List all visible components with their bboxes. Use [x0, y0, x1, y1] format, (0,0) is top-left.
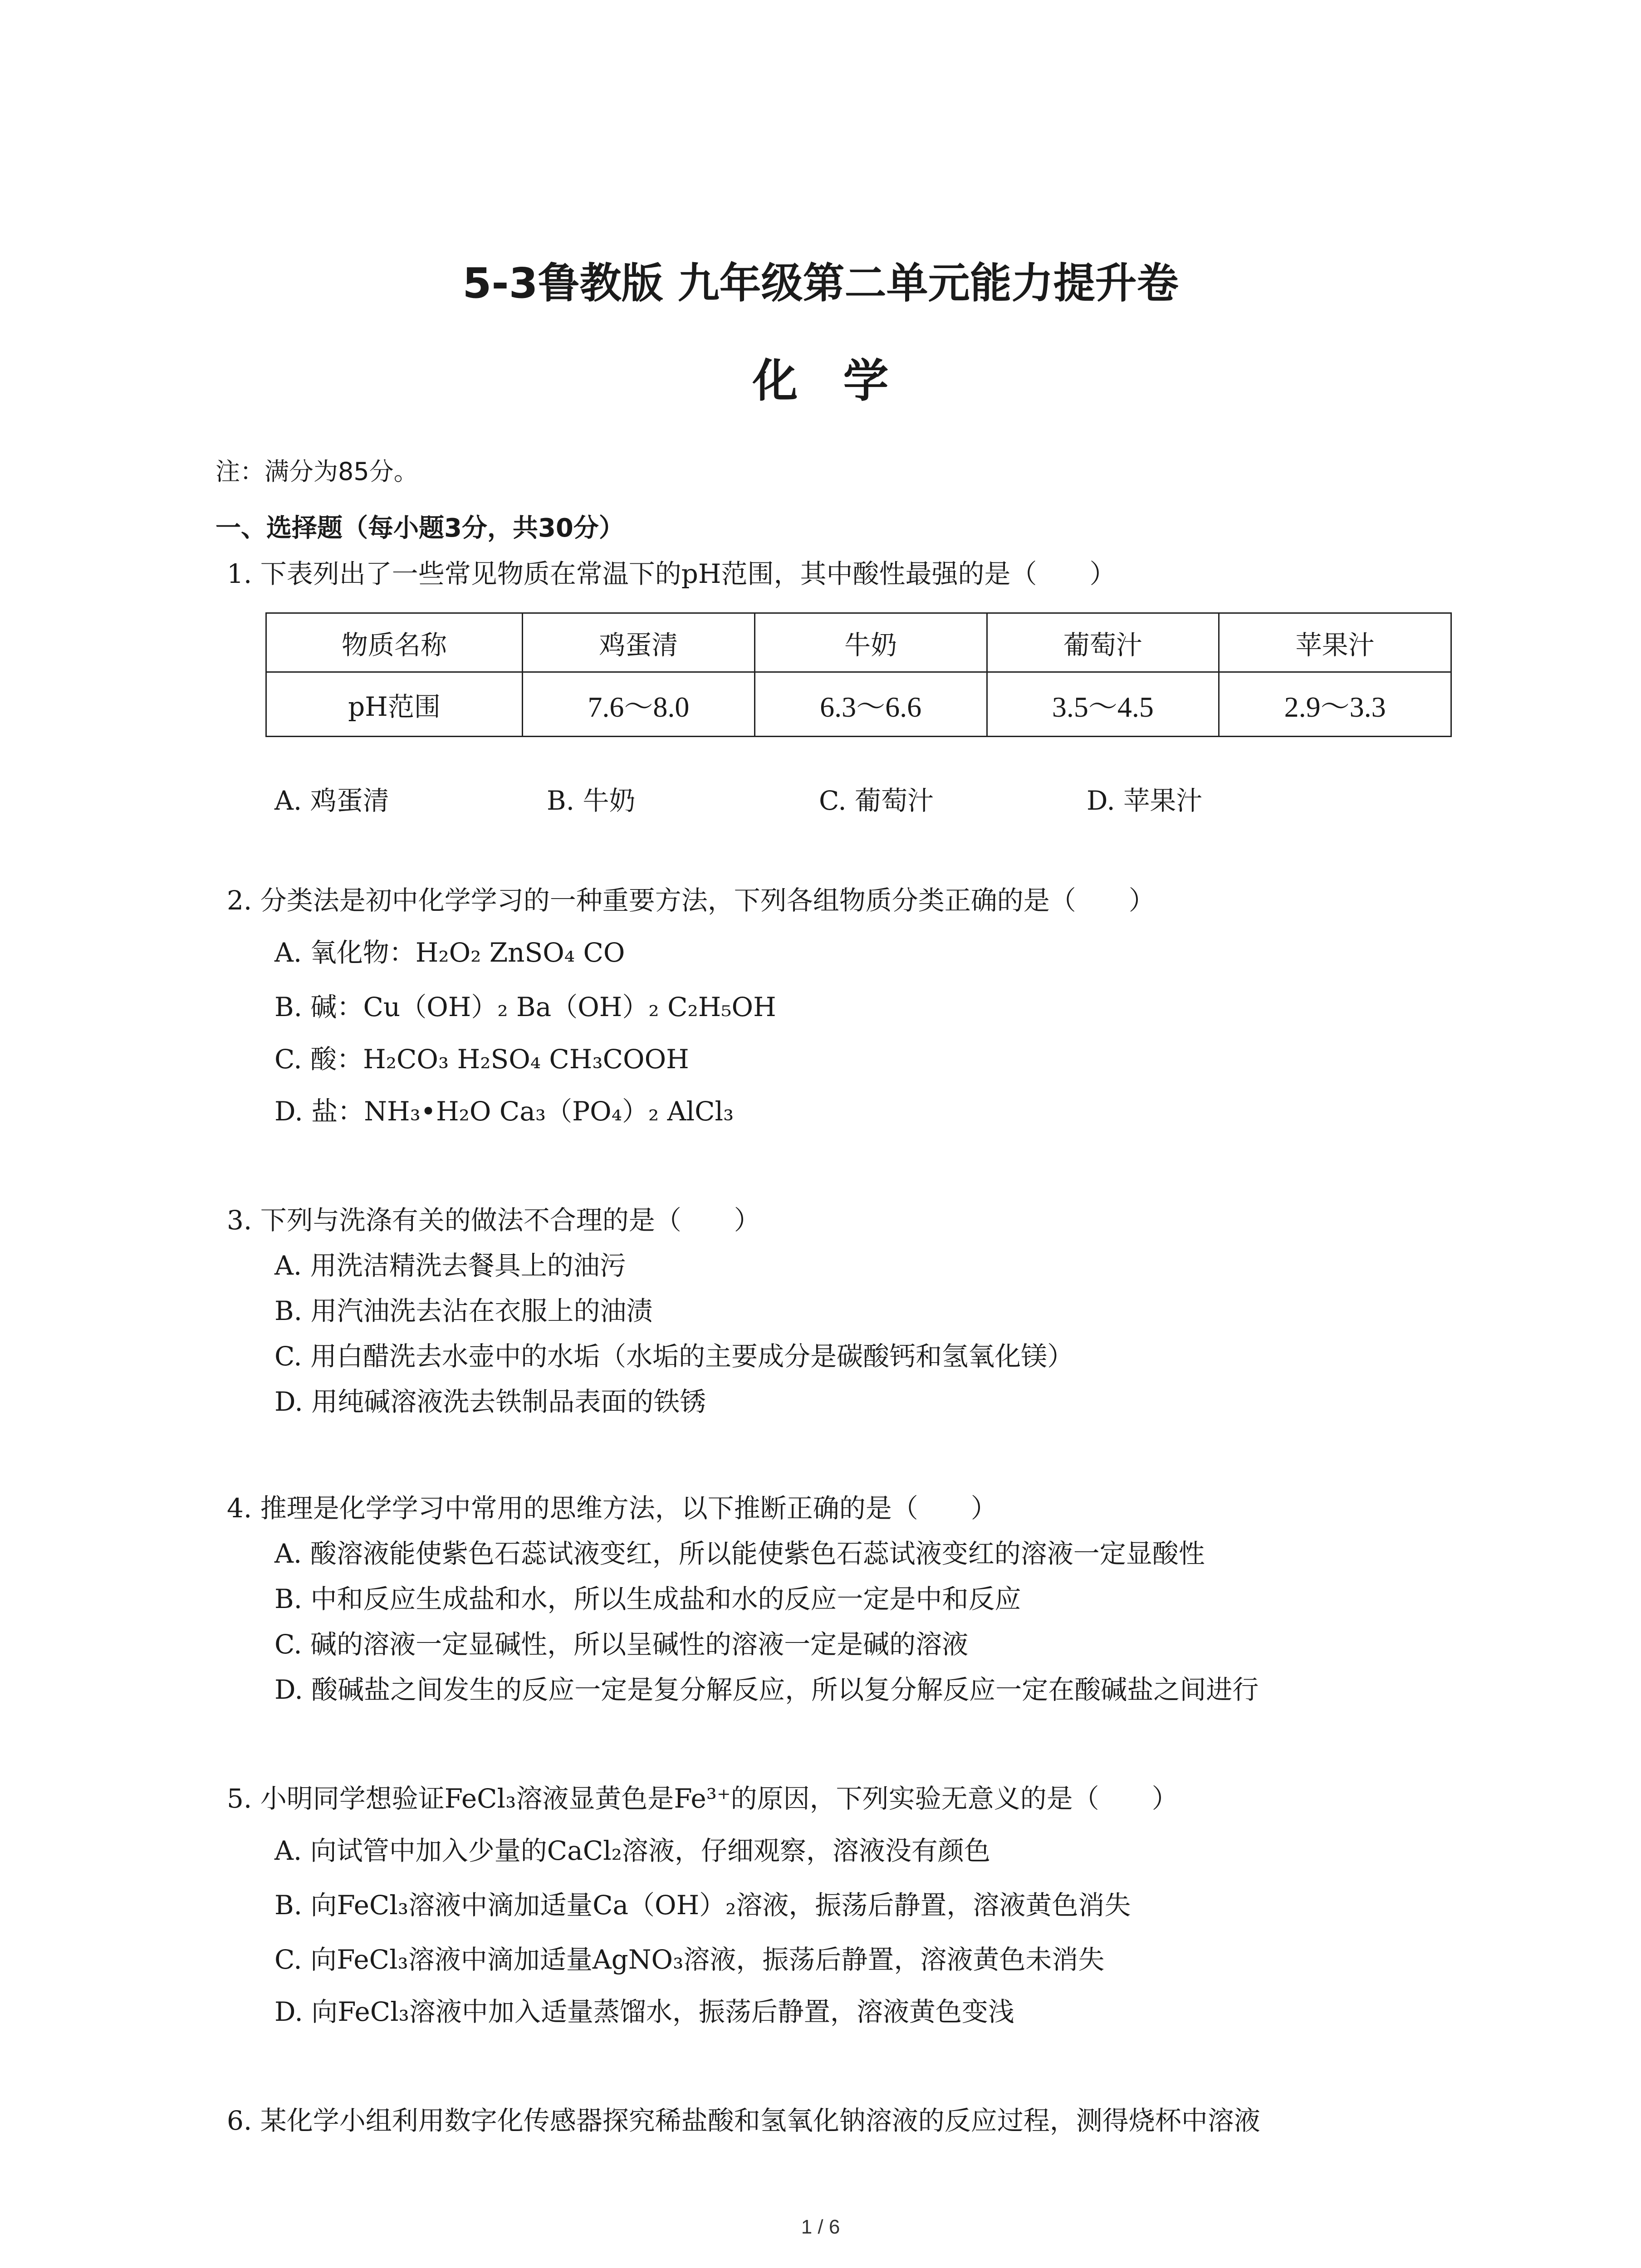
question-3-option-a[interactable]: A. 用洗洁精洗去餐具上的油污 [274, 1250, 626, 1281]
table-header-cell: 葡萄汁 [987, 613, 1219, 672]
question-3-stem: 3. 下列与洗涤有关的做法不合理的是（ ） [227, 1205, 760, 1236]
section-heading: 一、选择题（每小题3分，共30分） [216, 513, 624, 543]
question-1-options [274, 782, 1454, 819]
table-row [266, 672, 1451, 737]
question-5-option-b[interactable]: B. 向FeCl₃溶液中滴加适量Ca（OH）₂溶液，振荡后静置，溶液黄色消失 [274, 1890, 1131, 1921]
question-2-stem: 2. 分类法是初中化学学习的一种重要方法，下列各组物质分类正确的是（ ） [227, 885, 1155, 916]
option-d[interactable]: D. 苹果汁 [1087, 785, 1203, 816]
question-2-option-d[interactable]: D. 盐：NH₃•H₂O Ca₃（PO₄）₂ AlCl₃ [274, 1096, 734, 1127]
question-4-stem: 4. 推理是化学学习中常用的思维方法，以下推断正确的是（ ） [227, 1493, 997, 1524]
question-5-stem: 5. 小明同学想验证FeCl₃溶液显黄色是Fe³⁺的原因，下列实验无意义的是（ ） [227, 1783, 1178, 1814]
table-row [266, 613, 1451, 672]
table-header-cell: 苹果汁 [1219, 613, 1451, 672]
question-5-option-c[interactable]: C. 向FeCl₃溶液中滴加适量AgNO₃溶液，振荡后静置，溶液黄色未消失 [274, 1944, 1105, 1975]
question-3-option-c[interactable]: C. 用白醋洗去水壶中的水垢（水垢的主要成分是碳酸钙和氢氧化镁） [274, 1341, 1074, 1372]
option-a[interactable]: A. 鸡蛋清 [274, 785, 389, 816]
option-c[interactable]: C. 葡萄汁 [819, 785, 934, 816]
question-2-option-b[interactable]: B. 碱：Cu（OH）₂ Ba（OH）₂ C₂H₅OH [274, 992, 776, 1022]
score-note: 注：满分为85分。 [216, 457, 418, 486]
question-4-option-b[interactable]: B. 中和反应生成盐和水，所以生成盐和水的反应一定是中和反应 [274, 1584, 1021, 1614]
page-number: 1 / 6 [801, 2216, 840, 2238]
question-2-option-c[interactable]: C. 酸：H₂CO₃ H₂SO₄ CH₃COOH [274, 1044, 689, 1075]
table-cell: 6.3～6.6 [754, 672, 987, 737]
table-header-cell: 牛奶 [754, 613, 987, 672]
question-5-option-d[interactable]: D. 向FeCl₃溶液中加入适量蒸馏水，振荡后静置，溶液黄色变浅 [274, 1996, 1014, 2027]
table-cell: 3.5～4.5 [987, 672, 1219, 737]
question-3-option-b[interactable]: B. 用汽油洗去沾在衣服上的油渍 [274, 1295, 653, 1326]
question-2-option-a[interactable]: A. 氧化物：H₂O₂ ZnSO₄ CO [274, 937, 625, 968]
question-4-option-c[interactable]: C. 碱的溶液一定显碱性，所以呈碱性的溶液一定是碱的溶液 [274, 1629, 969, 1660]
table-cell: 7.6～8.0 [523, 672, 755, 737]
table-cell: pH范围 [266, 672, 523, 737]
question-4-option-d[interactable]: D. 酸碱盐之间发生的反应一定是复分解反应，所以复分解反应一定在酸碱盐之间进行 [274, 1674, 1259, 1705]
table-header-cell: 鸡蛋清 [523, 613, 755, 672]
document-title: 5-3鲁教版 九年级第二单元能力提升卷 [462, 259, 1179, 308]
question-4-option-a[interactable]: A. 酸溶液能使紫色石蕊试液变红，所以能使紫色石蕊试液变红的溶液一定显酸性 [274, 1538, 1205, 1569]
table-header-cell: 物质名称 [266, 613, 523, 672]
subject-title: 化学 [752, 354, 934, 407]
question-5-option-a[interactable]: A. 向试管中加入少量的CaCl₂溶液，仔细观察，溶液没有颜色 [274, 1835, 990, 1866]
question-3-option-d[interactable]: D. 用纯碱溶液洗去铁制品表面的铁锈 [274, 1386, 706, 1417]
question-1-stem: 1. 下表列出了一些常见物质在常温下的pH范围，其中酸性最强的是（ ） [227, 558, 1116, 589]
question-6-stem: 6. 某化学小组利用数字化传感器探究稀盐酸和氢氧化钠溶液的反应过程，测得烧杯中溶液 [227, 2105, 1260, 2136]
table-cell: 2.9～3.3 [1219, 672, 1451, 737]
ph-range-table [265, 612, 1452, 737]
option-b[interactable]: B. 牛奶 [547, 785, 636, 816]
